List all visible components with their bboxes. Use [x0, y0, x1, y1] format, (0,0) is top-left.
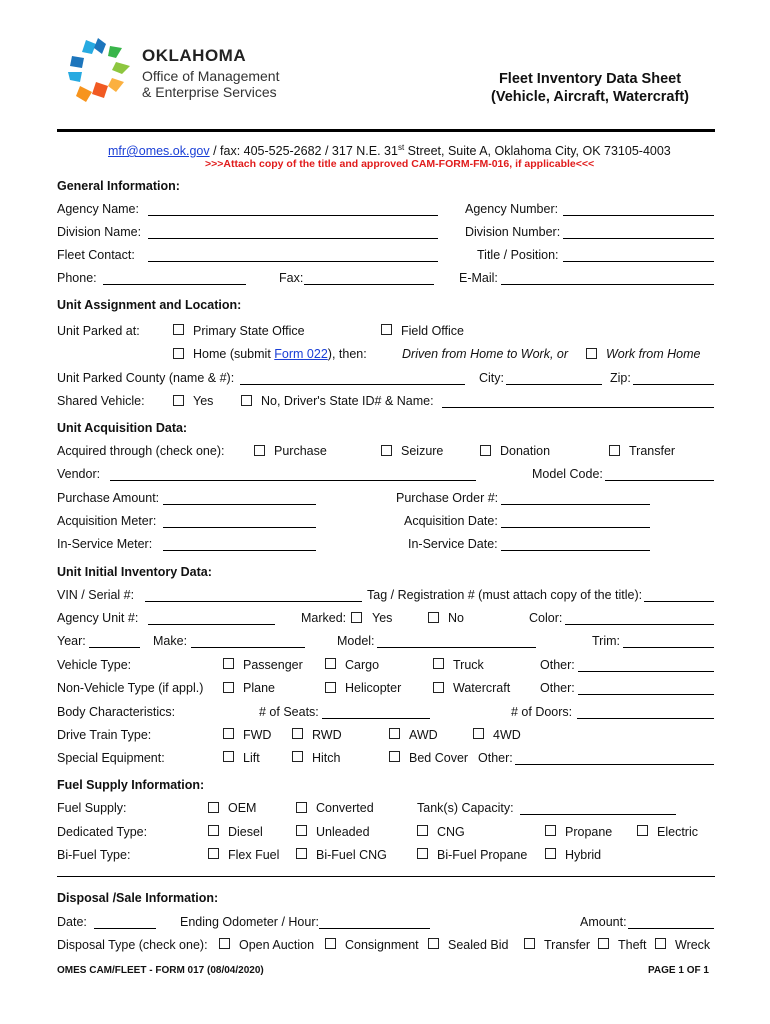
contact-sup: st	[397, 143, 405, 152]
theft-label: Theft	[618, 938, 647, 952]
zip-field[interactable]	[633, 384, 714, 385]
division-name-label: Division Name:	[57, 225, 142, 239]
shared-yes-checkbox[interactable]	[173, 395, 184, 406]
email-label: E-Mail:	[459, 271, 498, 285]
county-label: Unit Parked County (name & #):	[57, 371, 235, 385]
odometer-field[interactable]	[319, 928, 430, 929]
vehicle-other-field[interactable]	[578, 671, 714, 672]
special-label: Special Equipment:	[57, 751, 165, 765]
driver-id-field[interactable]	[442, 407, 714, 408]
marked-yes-label: Yes	[372, 611, 393, 625]
fleet-contact-field[interactable]	[148, 261, 438, 262]
disp-transfer-checkbox[interactable]	[524, 938, 535, 949]
division-name-field[interactable]	[148, 238, 438, 239]
watercraft-label: Watercraft	[453, 681, 511, 695]
year-label: Year:	[57, 634, 86, 648]
agency-name-label: Agency Name:	[57, 202, 139, 216]
year-field[interactable]	[89, 647, 140, 648]
auction-checkbox[interactable]	[219, 938, 230, 949]
hybrid-checkbox[interactable]	[545, 848, 556, 859]
lift-label: Lift	[243, 751, 260, 765]
purchase-order-field[interactable]	[501, 504, 650, 505]
consignment-checkbox[interactable]	[325, 938, 336, 949]
bi-cng-checkbox[interactable]	[296, 848, 307, 859]
purchase-order-label: Purchase Order #:	[396, 491, 499, 505]
home-text-a: Home (submit	[193, 347, 275, 361]
helicopter-label: Helicopter	[345, 681, 402, 695]
bi-cng-label: Bi-Fuel CNG	[316, 848, 387, 862]
tanks-label: Tank(s) Capacity:	[417, 801, 514, 815]
logo-line2: & Enterprise Services	[142, 84, 277, 100]
model-code-label: Model Code:	[532, 467, 603, 481]
shared-yes-label: Yes	[193, 394, 214, 408]
vin-field[interactable]	[145, 601, 362, 602]
seizure-checkbox[interactable]	[381, 445, 392, 456]
fourwd-checkbox[interactable]	[473, 728, 484, 739]
acquisition-header: Unit Acquisition Data:	[57, 421, 188, 435]
title-position-field[interactable]	[563, 261, 714, 262]
doors-field[interactable]	[577, 718, 714, 719]
home-label	[193, 347, 367, 361]
driven-label: Driven from Home to Work, or	[402, 347, 569, 361]
diesel-label: Diesel	[228, 825, 263, 839]
shared-no-label: No, Driver's State ID# & Name:	[261, 394, 434, 408]
tag-field[interactable]	[644, 601, 714, 602]
home-checkbox[interactable]	[173, 348, 184, 359]
zip-label: Zip:	[610, 371, 631, 385]
wreck-label: Wreck	[675, 938, 711, 952]
inventory-header: Unit Initial Inventory Data:	[57, 565, 212, 579]
donation-label: Donation	[500, 444, 551, 458]
electric-checkbox[interactable]	[637, 825, 648, 836]
header-rule	[57, 129, 715, 132]
assignment-header: Unit Assignment and Location:	[57, 298, 242, 312]
seats-field[interactable]	[322, 718, 430, 719]
seats-label: # of Seats:	[259, 705, 319, 719]
email-field[interactable]	[501, 284, 714, 285]
bifuel-label: Bi-Fuel Type:	[57, 848, 131, 862]
special-other-field[interactable]	[515, 764, 714, 765]
vendor-label: Vendor:	[57, 467, 101, 481]
rwd-label: RWD	[312, 728, 342, 742]
color-field[interactable]	[565, 624, 714, 625]
lift-checkbox[interactable]	[223, 751, 234, 762]
truck-checkbox[interactable]	[433, 658, 444, 669]
vin-label: VIN / Serial #:	[57, 588, 135, 602]
tag-label: Tag / Registration # (must attach copy of the title):	[367, 588, 643, 602]
unleaded-checkbox[interactable]	[296, 825, 307, 836]
passenger-checkbox[interactable]	[223, 658, 234, 669]
purchase-amount-field[interactable]	[163, 504, 316, 505]
acquired-label: Acquired through (check one):	[57, 444, 225, 458]
division-number-label: Division Number:	[465, 225, 561, 239]
home-text-b: ), then:	[327, 347, 367, 361]
drive-train-label: Drive Train Type:	[57, 728, 152, 742]
date-label: Date:	[57, 915, 87, 929]
fleet-contact-label: Fleet Contact:	[57, 248, 135, 262]
dedicated-label: Dedicated Type:	[57, 825, 148, 839]
acq-meter-field[interactable]	[163, 527, 316, 528]
form-022-link[interactable]: Form 022	[274, 347, 328, 361]
diesel-checkbox[interactable]	[208, 825, 219, 836]
sealed-label: Sealed Bid	[448, 938, 509, 952]
awd-label: AWD	[409, 728, 438, 742]
oem-label: OEM	[228, 801, 257, 815]
agency-number-label: Agency Number:	[465, 202, 559, 216]
color-label: Color:	[529, 611, 563, 625]
disposal-type-label: Disposal Type (check one):	[57, 938, 208, 952]
agency-number-field[interactable]	[563, 215, 714, 216]
special-other-label: Other:	[478, 751, 513, 765]
model-label: Model:	[337, 634, 375, 648]
converted-label: Converted	[316, 801, 374, 815]
bed-cover-label: Bed Cover	[409, 751, 469, 765]
non-vehicle-label: Non-Vehicle Type (if appl.)	[57, 681, 204, 695]
is-date-field[interactable]	[501, 550, 650, 551]
cng-label: CNG	[437, 825, 465, 839]
email-link[interactable]: mfr@omes.ok.gov	[108, 144, 210, 159]
fwd-label: FWD	[243, 728, 272, 742]
primary-office-checkbox[interactable]	[173, 324, 184, 335]
shared-no-checkbox[interactable]	[241, 395, 252, 406]
plane-checkbox[interactable]	[223, 682, 234, 693]
awd-checkbox[interactable]	[389, 728, 400, 739]
agency-unit-field[interactable]	[148, 624, 275, 625]
truck-label: Truck	[453, 658, 484, 672]
purchase-label: Purchase	[274, 444, 327, 458]
is-date-label: In-Service Date:	[408, 537, 498, 551]
title-position-label: Title / Position:	[477, 248, 559, 262]
shared-label: Shared Vehicle:	[57, 394, 145, 408]
agency-unit-label: Agency Unit #:	[57, 611, 139, 625]
disposal-header: Disposal /Sale Information:	[57, 891, 219, 905]
county-field[interactable]	[240, 384, 465, 385]
bed-cover-checkbox[interactable]	[389, 751, 400, 762]
logo-state: OKLAHOMA	[142, 46, 247, 65]
marked-yes-checkbox[interactable]	[351, 612, 362, 623]
attach-note: >>>Attach copy of the title and approved CAM-FORM-FM-016, if applicable<<<	[205, 158, 595, 170]
donation-checkbox[interactable]	[480, 445, 491, 456]
unleaded-label: Unleaded	[316, 825, 370, 839]
acq-meter-label: Acquisition Meter:	[57, 514, 157, 528]
city-field[interactable]	[506, 384, 602, 385]
theft-checkbox[interactable]	[598, 938, 609, 949]
hybrid-label: Hybrid	[565, 848, 602, 862]
plane-label: Plane	[243, 681, 275, 695]
transfer-checkbox[interactable]	[609, 445, 620, 456]
cargo-checkbox[interactable]	[325, 658, 336, 669]
hitch-checkbox[interactable]	[292, 751, 303, 762]
contact-line	[108, 143, 671, 158]
watercraft-checkbox[interactable]	[433, 682, 444, 693]
form-title: Fleet Inventory Data Sheet	[498, 71, 682, 87]
electric-label: Electric	[657, 825, 698, 839]
helicopter-checkbox[interactable]	[325, 682, 336, 693]
amount-label: Amount:	[580, 915, 627, 929]
purchase-amount-label: Purchase Amount:	[57, 491, 160, 505]
bi-propane-label: Bi-Fuel Propane	[437, 848, 528, 862]
wreck-checkbox[interactable]	[655, 938, 666, 949]
sealed-checkbox[interactable]	[428, 938, 439, 949]
acq-date-field[interactable]	[501, 527, 650, 528]
model-code-field[interactable]	[605, 480, 714, 481]
seizure-label: Seizure	[401, 444, 444, 458]
field-office-checkbox[interactable]	[381, 324, 392, 335]
date-field[interactable]	[94, 928, 156, 929]
logo-mark-icon	[66, 36, 134, 106]
amount-field[interactable]	[628, 928, 714, 929]
field-office-label: Field Office	[401, 324, 464, 338]
odometer-label: Ending Odometer / Hour:	[180, 915, 319, 929]
model-field[interactable]	[377, 647, 536, 648]
flex-label: Flex Fuel	[228, 848, 280, 862]
fuel-header: Fuel Supply Information:	[57, 778, 205, 792]
contact-text-b: Street, Suite A, Oklahoma City, OK 73105-4003	[404, 144, 671, 159]
body-label: Body Characteristics:	[57, 705, 176, 719]
oem-checkbox[interactable]	[208, 802, 219, 813]
disp-transfer-label: Transfer	[544, 938, 591, 952]
division-number-field[interactable]	[563, 238, 714, 239]
propane-checkbox[interactable]	[545, 825, 556, 836]
vehicle-other-label: Other:	[540, 658, 575, 672]
primary-office-label: Primary State Office	[193, 324, 305, 338]
work-home-checkbox[interactable]	[586, 348, 597, 359]
marked-label: Marked:	[301, 611, 347, 625]
fax-field[interactable]	[304, 284, 434, 285]
vehicle-type-label: Vehicle Type:	[57, 658, 132, 672]
omes-logo	[66, 36, 306, 108]
make-field[interactable]	[191, 647, 305, 648]
footer-form-id: OMES CAM/FLEET - FORM 017 (08/04/2020)	[57, 965, 264, 976]
agency-name-field[interactable]	[148, 215, 438, 216]
is-meter-field[interactable]	[163, 550, 316, 551]
contact-text-a: / fax: 405-525-2682 / 317 N.E. 31	[209, 144, 398, 159]
vendor-field[interactable]	[110, 480, 476, 481]
is-meter-label: In-Service Meter:	[57, 537, 153, 551]
non-vehicle-other-label: Other:	[540, 681, 575, 695]
fourwd-label: 4WD	[493, 728, 521, 742]
general-header: General Information:	[57, 179, 180, 193]
work-home-label: Work from Home	[606, 347, 701, 361]
converted-checkbox[interactable]	[296, 802, 307, 813]
passenger-label: Passenger	[243, 658, 303, 672]
marked-no-label: No	[448, 611, 464, 625]
auction-label: Open Auction	[239, 938, 315, 952]
phone-label: Phone:	[57, 271, 97, 285]
fwd-checkbox[interactable]	[223, 728, 234, 739]
acq-date-label: Acquisition Date:	[404, 514, 498, 528]
doors-label: # of Doors:	[511, 705, 573, 719]
disposal-rule	[57, 876, 715, 877]
purchase-checkbox[interactable]	[254, 445, 265, 456]
hitch-label: Hitch	[312, 751, 341, 765]
cng-checkbox[interactable]	[417, 825, 428, 836]
trim-field[interactable]	[623, 647, 714, 648]
logo-line1: Office of Management	[142, 68, 280, 84]
footer-page: PAGE 1 OF 1	[648, 965, 709, 976]
bi-propane-checkbox[interactable]	[417, 848, 428, 859]
marked-no-checkbox[interactable]	[428, 612, 439, 623]
fuel-supply-label: Fuel Supply:	[57, 801, 127, 815]
fax-label: Fax:	[279, 271, 304, 285]
transfer-label: Transfer	[629, 444, 676, 458]
cargo-label: Cargo	[345, 658, 380, 672]
make-label: Make:	[153, 634, 188, 648]
rwd-checkbox[interactable]	[292, 728, 303, 739]
phone-field[interactable]	[103, 284, 246, 285]
non-vehicle-other-field[interactable]	[578, 694, 714, 695]
consignment-label: Consignment	[345, 938, 419, 952]
form-subtitle: (Vehicle, Aircraft, Watercraft)	[491, 89, 689, 105]
propane-label: Propane	[565, 825, 613, 839]
city-label: City:	[479, 371, 504, 385]
parked-at-label: Unit Parked at:	[57, 324, 140, 338]
flex-checkbox[interactable]	[208, 848, 219, 859]
trim-label: Trim:	[592, 634, 620, 648]
tanks-field[interactable]	[520, 814, 676, 815]
